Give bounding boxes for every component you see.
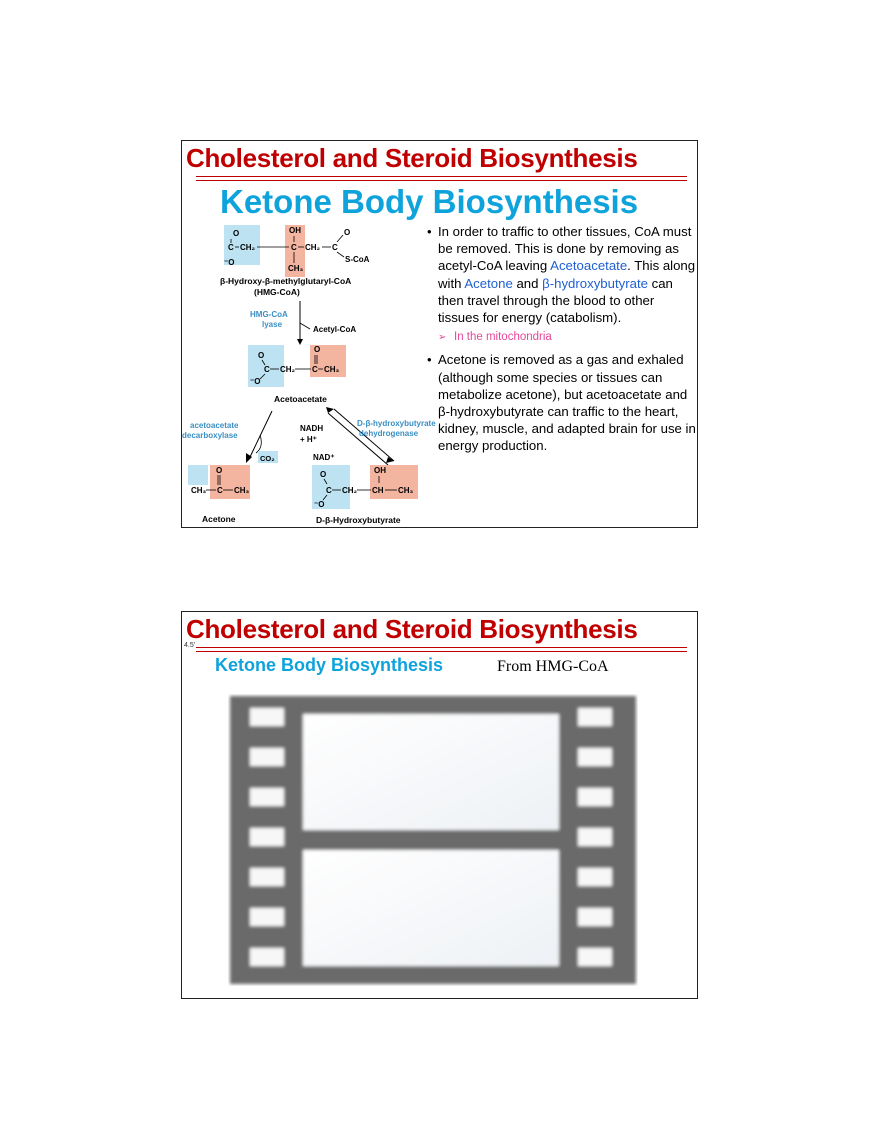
bullet-list bbox=[426, 223, 696, 455]
term-acetoacetate: Acetoacetate bbox=[550, 258, 628, 274]
svg-text:C: C bbox=[264, 365, 270, 374]
h-plus-label: + H⁺ bbox=[300, 435, 317, 444]
bullet-text: In order to traffic to other tissues, CoA must be removed. This is done by removing as acetyl-CoA leaving bbox=[438, 224, 692, 274]
svg-text:C: C bbox=[228, 243, 234, 252]
enzyme-dehydrogenase-label: dehydrogenase bbox=[359, 429, 419, 438]
svg-text:CH₃: CH₃ bbox=[398, 486, 414, 495]
svg-text:OH: OH bbox=[289, 226, 301, 235]
svg-text:O: O bbox=[314, 345, 321, 354]
svg-text:S-CoA: S-CoA bbox=[345, 255, 370, 264]
svg-text:CH₂: CH₂ bbox=[305, 243, 321, 252]
page-number: 4.5' bbox=[184, 642, 196, 649]
svg-text:CH₃: CH₃ bbox=[288, 264, 304, 273]
slide-ketone-body-video bbox=[181, 611, 698, 999]
svg-text:C: C bbox=[326, 486, 332, 495]
slide-ketone-body-overview bbox=[181, 140, 698, 528]
co2-byproduct: CO₂ bbox=[260, 454, 275, 463]
svg-text:CH₃: CH₃ bbox=[324, 365, 340, 374]
svg-text:O: O bbox=[216, 466, 223, 475]
svg-text:O: O bbox=[233, 229, 240, 238]
nadh-label: NADH bbox=[300, 424, 324, 433]
slide-title: Cholesterol and Steroid Biosynthesis bbox=[186, 614, 638, 644]
enzyme-decarboxylase-label: decarboxylase bbox=[182, 431, 238, 440]
svg-text:O: O bbox=[344, 228, 351, 237]
svg-text:CH: CH bbox=[372, 486, 384, 495]
enzyme-acetoacetate-decarboxylase: acetoacetate bbox=[190, 421, 239, 430]
svg-text:CH₂: CH₂ bbox=[280, 365, 296, 374]
acetyl-coa-product: Acetyl-CoA bbox=[313, 325, 357, 334]
svg-text:C: C bbox=[312, 365, 318, 374]
enzyme-hmg-coa-lyase: HMG-CoA bbox=[250, 310, 288, 319]
svg-text:C: C bbox=[332, 243, 338, 252]
slide-title: Cholesterol and Steroid Biosynthesis bbox=[186, 143, 638, 173]
nad-label: NAD⁺ bbox=[313, 453, 335, 462]
hmg-coa-label: β-Hydroxy-β-methylglutaryl-CoA bbox=[220, 276, 352, 286]
bullet-text: . This along with bbox=[438, 258, 696, 291]
hmg-coa-abbr: (HMG-CoA) bbox=[254, 287, 300, 297]
svg-text:O: O bbox=[320, 470, 327, 479]
svg-text:CH₃: CH₃ bbox=[234, 486, 250, 495]
sub-bullet-mitochondria: ➢ In the mitochondria bbox=[426, 329, 696, 346]
slide-subtitle: Ketone Body Biosynthesis bbox=[215, 655, 444, 675]
acetone-label: Acetone bbox=[202, 514, 236, 524]
svg-text:CH₃: CH₃ bbox=[191, 486, 207, 495]
enzyme-lyase-label: lyase bbox=[262, 320, 283, 329]
slide-subtitle: Ketone Body Biosynthesis bbox=[220, 183, 639, 220]
term-hydroxybutyrate: β-hydroxybutyrate bbox=[542, 275, 648, 291]
film-strip-icon[interactable] bbox=[228, 694, 638, 986]
source-caption: From HMG-CoA bbox=[497, 658, 609, 675]
hydroxybutyrate-label: D-β-Hydroxybutyrate bbox=[316, 515, 401, 525]
bullet-text: and bbox=[512, 275, 543, 291]
svg-text:C: C bbox=[291, 243, 297, 252]
title-underline bbox=[196, 647, 687, 652]
enzyme-hydroxybutyrate-dehydrogenase: D-β-hydroxybutyrate bbox=[357, 419, 436, 428]
acetoacetate-label: Acetoacetate bbox=[274, 394, 327, 404]
bullet-text: can then travel through the blood to other tissues for energy (catabolism). bbox=[438, 275, 673, 326]
term-acetone: Acetone bbox=[464, 275, 513, 291]
svg-text:CH₂: CH₂ bbox=[240, 243, 256, 252]
svg-text:O: O bbox=[258, 351, 265, 360]
title-underline bbox=[196, 176, 687, 181]
bullet-coa-removal bbox=[426, 223, 696, 326]
svg-text:⁻O: ⁻O bbox=[250, 377, 261, 386]
svg-text:⁻O: ⁻O bbox=[314, 500, 325, 509]
svg-text:C: C bbox=[217, 486, 223, 495]
bullet-acetone-exhaled: • Acetone is removed as a gas and exhaled (although some species or tissues can metabolize acetone), but acetoacetate and β-hydroxybutyrate can traffic to the heart, kidney, muscle, and adapted brain for use in energy production. bbox=[426, 351, 696, 454]
svg-text:⁻O: ⁻O bbox=[224, 258, 235, 267]
ketone-pathway-diagram bbox=[182, 221, 444, 527]
svg-text:OH: OH bbox=[374, 466, 386, 475]
svg-text:CH₂: CH₂ bbox=[342, 486, 358, 495]
